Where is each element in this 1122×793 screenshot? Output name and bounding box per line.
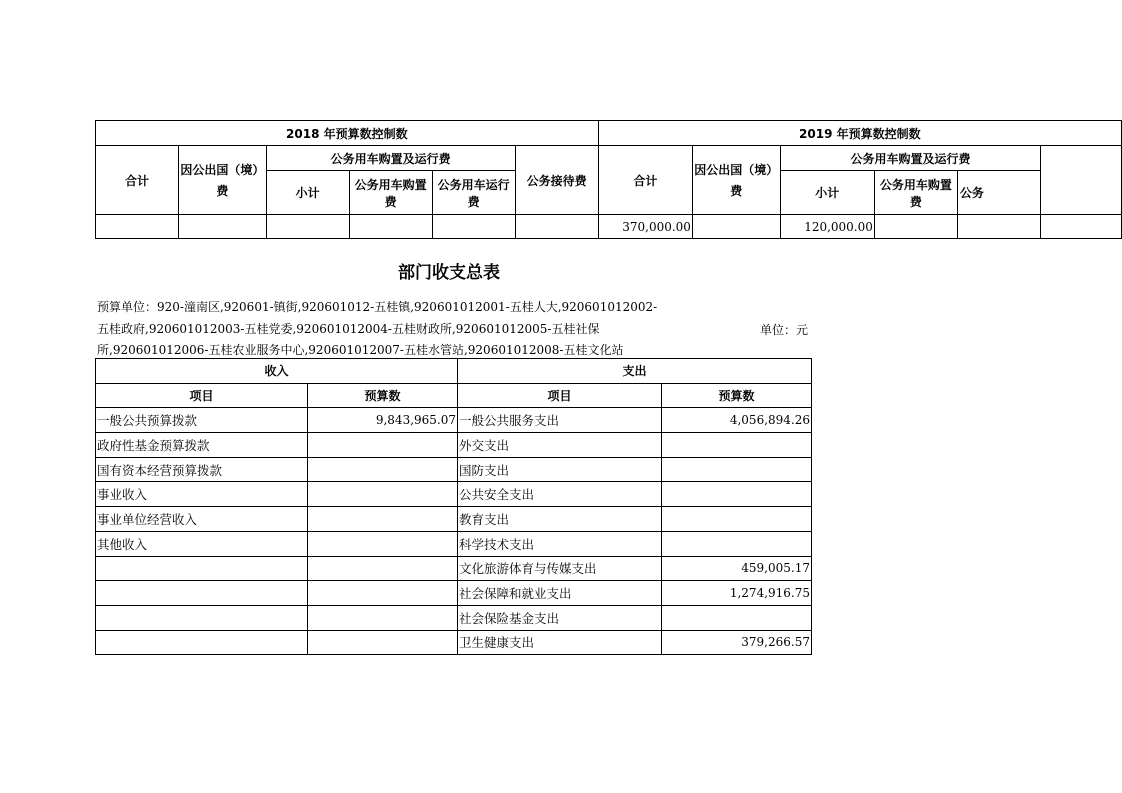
expense-budget-header: 预算数 bbox=[662, 383, 812, 408]
table-row bbox=[96, 482, 812, 507]
group-header-2019: 2019 年预算数控制数 bbox=[598, 121, 1121, 146]
cell-2018-purchase bbox=[349, 215, 432, 239]
expense-item-cell: 一般公共服务支出 bbox=[458, 408, 662, 433]
income-amount-cell bbox=[308, 531, 458, 556]
income-amount-cell bbox=[308, 433, 458, 458]
col-operation-2019-partial: 公务 bbox=[957, 171, 1040, 215]
expense-item-header: 项目 bbox=[458, 383, 662, 408]
col-abroad-line2: 费 bbox=[216, 184, 229, 198]
expense-amount-cell bbox=[662, 605, 812, 630]
col-total-2019: 合计 bbox=[598, 146, 692, 215]
col-subtotal-2018: 小计 bbox=[266, 171, 349, 215]
income-item-cell: 一般公共预算拨款 bbox=[96, 408, 308, 433]
income-item-cell: 事业单位经营收入 bbox=[96, 507, 308, 532]
expense-item-cell: 社会保障和就业支出 bbox=[458, 581, 662, 606]
col-vehicle-2018: 公务用车购置及运行费 bbox=[266, 146, 515, 171]
income-amount-cell bbox=[308, 482, 458, 507]
expense-header: 支出 bbox=[458, 359, 812, 384]
expense-amount-cell: 4,056,894.26 bbox=[662, 408, 812, 433]
expense-item-cell: 社会保险基金支出 bbox=[458, 605, 662, 630]
income-item-cell: 其他收入 bbox=[96, 531, 308, 556]
col-purchase-2019: 公务用车购置费 bbox=[874, 171, 957, 215]
table-row bbox=[96, 556, 812, 581]
income-item-cell bbox=[96, 630, 308, 655]
table-row bbox=[96, 531, 812, 556]
expense-amount-cell bbox=[662, 482, 812, 507]
cell-2019-operation bbox=[957, 215, 1040, 239]
expense-item-cell: 外交支出 bbox=[458, 433, 662, 458]
cell-2018-subtotal bbox=[266, 215, 349, 239]
income-item-cell: 事业收入 bbox=[96, 482, 308, 507]
budget-unit-line-1: 预算单位：920-潼南区,920601-镇街,920601012-五桂镇,920601012001-五桂人大,920601012002- bbox=[97, 300, 658, 314]
col-reception-2019 bbox=[1041, 146, 1122, 215]
col-reception-2018: 公务接待费 bbox=[515, 146, 598, 215]
col-vehicle-2019: 公务用车购置及运行费 bbox=[780, 146, 1041, 171]
income-item-cell bbox=[96, 556, 308, 581]
income-amount-cell bbox=[308, 581, 458, 606]
expense-item-cell: 卫生健康支出 bbox=[458, 630, 662, 655]
col-total-2018: 合计 bbox=[96, 146, 179, 215]
cell-2019-subtotal: 120,000.00 bbox=[780, 215, 874, 239]
col-operation-2018: 公务用车运行费 bbox=[432, 171, 515, 215]
table-row bbox=[96, 408, 812, 433]
income-amount-cell: 9,843,965.07 bbox=[308, 408, 458, 433]
group-header-2018: 2018 年预算数控制数 bbox=[96, 121, 599, 146]
cell-2019-abroad bbox=[692, 215, 780, 239]
control-numbers-section bbox=[0, 0, 1122, 260]
expense-amount-cell bbox=[662, 457, 812, 482]
cell-2018-total bbox=[96, 215, 179, 239]
expense-item-cell: 教育支出 bbox=[458, 507, 662, 532]
col-abroad-line1: 因公出国（境） bbox=[694, 163, 779, 177]
income-amount-cell bbox=[308, 605, 458, 630]
cell-2018-operation bbox=[432, 215, 515, 239]
table-body bbox=[96, 408, 812, 655]
cell-2019-total: 370,000.00 bbox=[598, 215, 692, 239]
budget-unit-line-3: 所,920601012006-五桂农业服务中心,920601012007-五桂水管站,920601012008-五桂文化站 bbox=[97, 343, 624, 357]
expense-item-cell: 文化旅游体育与传媒支出 bbox=[458, 556, 662, 581]
expense-amount-cell: 379,266.57 bbox=[662, 630, 812, 655]
col-abroad-line1: 因公出国（境） bbox=[180, 163, 265, 177]
income-item-header: 项目 bbox=[96, 383, 308, 408]
income-amount-cell bbox=[308, 630, 458, 655]
cell-2019-purchase bbox=[874, 215, 957, 239]
expense-amount-cell bbox=[662, 507, 812, 532]
income-amount-cell bbox=[308, 457, 458, 482]
table-row bbox=[96, 581, 812, 606]
col-abroad-line2: 费 bbox=[730, 184, 743, 198]
table-row bbox=[96, 433, 812, 458]
expense-item-cell: 公共安全支出 bbox=[458, 482, 662, 507]
expense-amount-cell bbox=[662, 531, 812, 556]
col-abroad-2019 bbox=[692, 146, 780, 215]
table-row bbox=[96, 630, 812, 655]
cell-2018-abroad bbox=[179, 215, 267, 239]
control-numbers-table bbox=[95, 120, 1122, 239]
income-item-cell: 国有资本经营预算拨款 bbox=[96, 457, 308, 482]
expense-amount-cell: 1,274,916.75 bbox=[662, 581, 812, 606]
expense-item-cell: 国防支出 bbox=[458, 457, 662, 482]
income-item-cell bbox=[96, 581, 308, 606]
expense-item-cell: 科学技术支出 bbox=[458, 531, 662, 556]
col-abroad-2018 bbox=[179, 146, 267, 215]
income-amount-cell bbox=[308, 556, 458, 581]
expense-amount-cell: 459,005.17 bbox=[662, 556, 812, 581]
page-title: 部门收支总表 bbox=[398, 263, 500, 283]
income-item-cell: 政府性基金预算拨款 bbox=[96, 433, 308, 458]
col-purchase-2018: 公务用车购置费 bbox=[349, 171, 432, 215]
income-budget-header: 预算数 bbox=[308, 383, 458, 408]
income-amount-cell bbox=[308, 507, 458, 532]
table-row bbox=[96, 507, 812, 532]
table-row bbox=[96, 605, 812, 630]
expense-amount-cell bbox=[662, 433, 812, 458]
income-item-cell bbox=[96, 605, 308, 630]
cell-2019-reception bbox=[1041, 215, 1122, 239]
col-subtotal-2019: 小计 bbox=[780, 171, 874, 215]
cell-2018-reception bbox=[515, 215, 598, 239]
budget-unit-line-2: 五桂政府,920601012003-五桂党委,920601012004-五桂财政所,920601012005-五桂社保 bbox=[97, 322, 600, 336]
income-header: 收入 bbox=[96, 359, 458, 384]
table-row bbox=[96, 457, 812, 482]
revenue-expenditure-table bbox=[95, 358, 812, 655]
unit-label: 单位：元 bbox=[760, 323, 809, 337]
